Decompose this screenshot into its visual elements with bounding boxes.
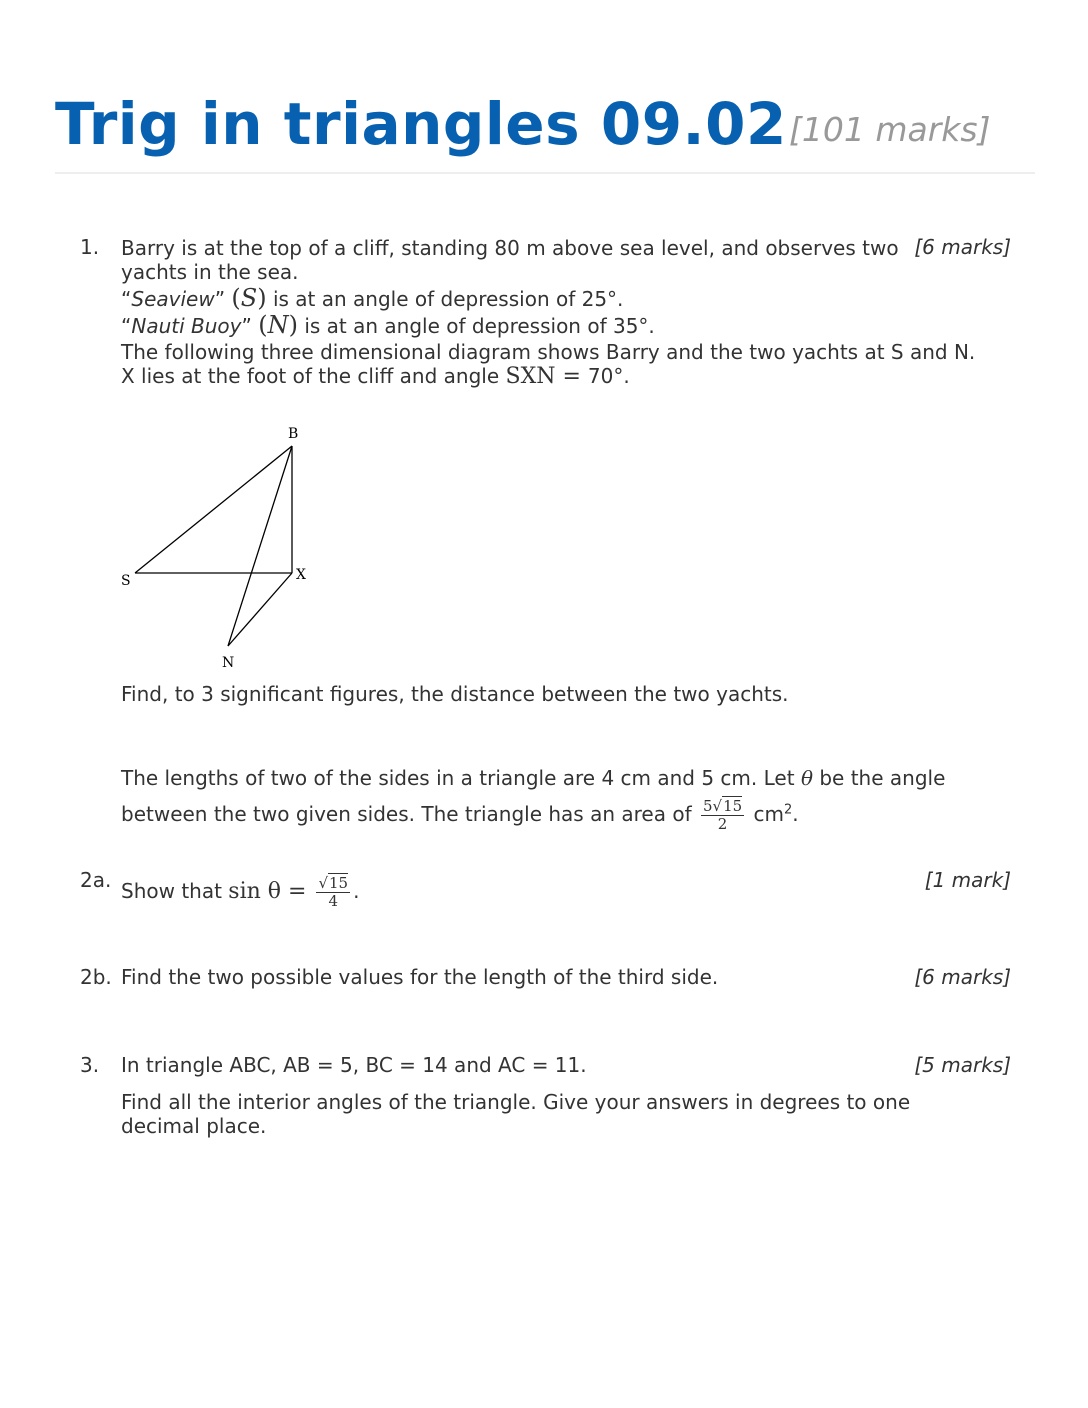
question-2a-text: Show that sin θ = $\frac{√15}{4}$ . (121, 874, 360, 910)
question-2a-number: 2a. (80, 868, 112, 892)
line-nb (228, 446, 292, 646)
seaview-var: S (240, 284, 258, 312)
cliff-diagram (110, 420, 330, 672)
page-header (55, 88, 1035, 174)
nauti-line: “Nauti Buoy” (N) is at an angle of depression of 35°. (121, 311, 655, 339)
line-nx (228, 573, 292, 646)
question-2b-marks: [6 marks] (914, 965, 1011, 989)
question-1-number: 1. (80, 235, 100, 259)
seaview-line: “Seaview” (S) is at an angle of depression of 25°. (121, 284, 624, 312)
question-2-stem: The lengths of two of the sides in a triangle are 4 cm and 5 cm. Let θ be the angle between the two given sides. The triangle has an area of $\frac{5√15}{2}$ $cm^2$. (121, 766, 946, 833)
question-3-number: 3. (80, 1053, 100, 1077)
question-3-marks: [5 marks] (914, 1053, 1011, 1077)
label-b: B (288, 426, 299, 442)
nauti-rest: is at an angle of depression of 35°. (304, 314, 655, 338)
area-fraction: $\frac{5√15}{2}$ (702, 797, 743, 833)
total-marks: [101 marks] (789, 110, 991, 149)
seaview-name: Seaview (131, 287, 215, 311)
question-3-line1: In triangle ABC, AB = 5, BC = 14 and AC = 11. (121, 1053, 587, 1077)
question-3-line2: Find all the interior angles of the triangle. Give your answers in degrees to one decimal place. (121, 1090, 911, 1138)
sin-fraction: $\frac{√15}{4}$ (318, 874, 349, 910)
label-n: N (222, 655, 235, 671)
question-1-marks: [6 marks] (914, 235, 1011, 259)
question-1-text (121, 236, 1011, 389)
question-1-prompt: Find, to 3 significant figures, the distance between the two yachts. (121, 682, 789, 706)
label-x: X (296, 567, 306, 583)
angle-sxn: SXN = (505, 364, 588, 389)
seaview-rest: is at an angle of depression of 25°. (272, 287, 624, 311)
question-1-intro: Barry is at the top of a cliff, standing 80 m above sea level, and observes two yachts in the sea. (121, 236, 899, 284)
sin-theta: sin θ = (228, 879, 314, 904)
nauti-var: N (267, 311, 289, 339)
line-sb (135, 446, 292, 573)
question-2b-text: Find the two possible values for the length of the third side. (121, 965, 719, 989)
x-line: X lies at the foot of the cliff and angle SXN = 70°. (121, 364, 630, 389)
question-2a-marks: [1 mark] (924, 868, 1011, 892)
nauti-name: Nauti Buoy (131, 314, 242, 338)
question-2b-number: 2b. (80, 965, 112, 989)
theta-symbol: θ (800, 766, 813, 790)
label-s: S (121, 573, 131, 589)
page-title: Trig in triangles 09.02 (55, 90, 787, 158)
diagram-intro: The following three dimensional diagram shows Barry and the two yachts at S and N. (121, 340, 976, 364)
